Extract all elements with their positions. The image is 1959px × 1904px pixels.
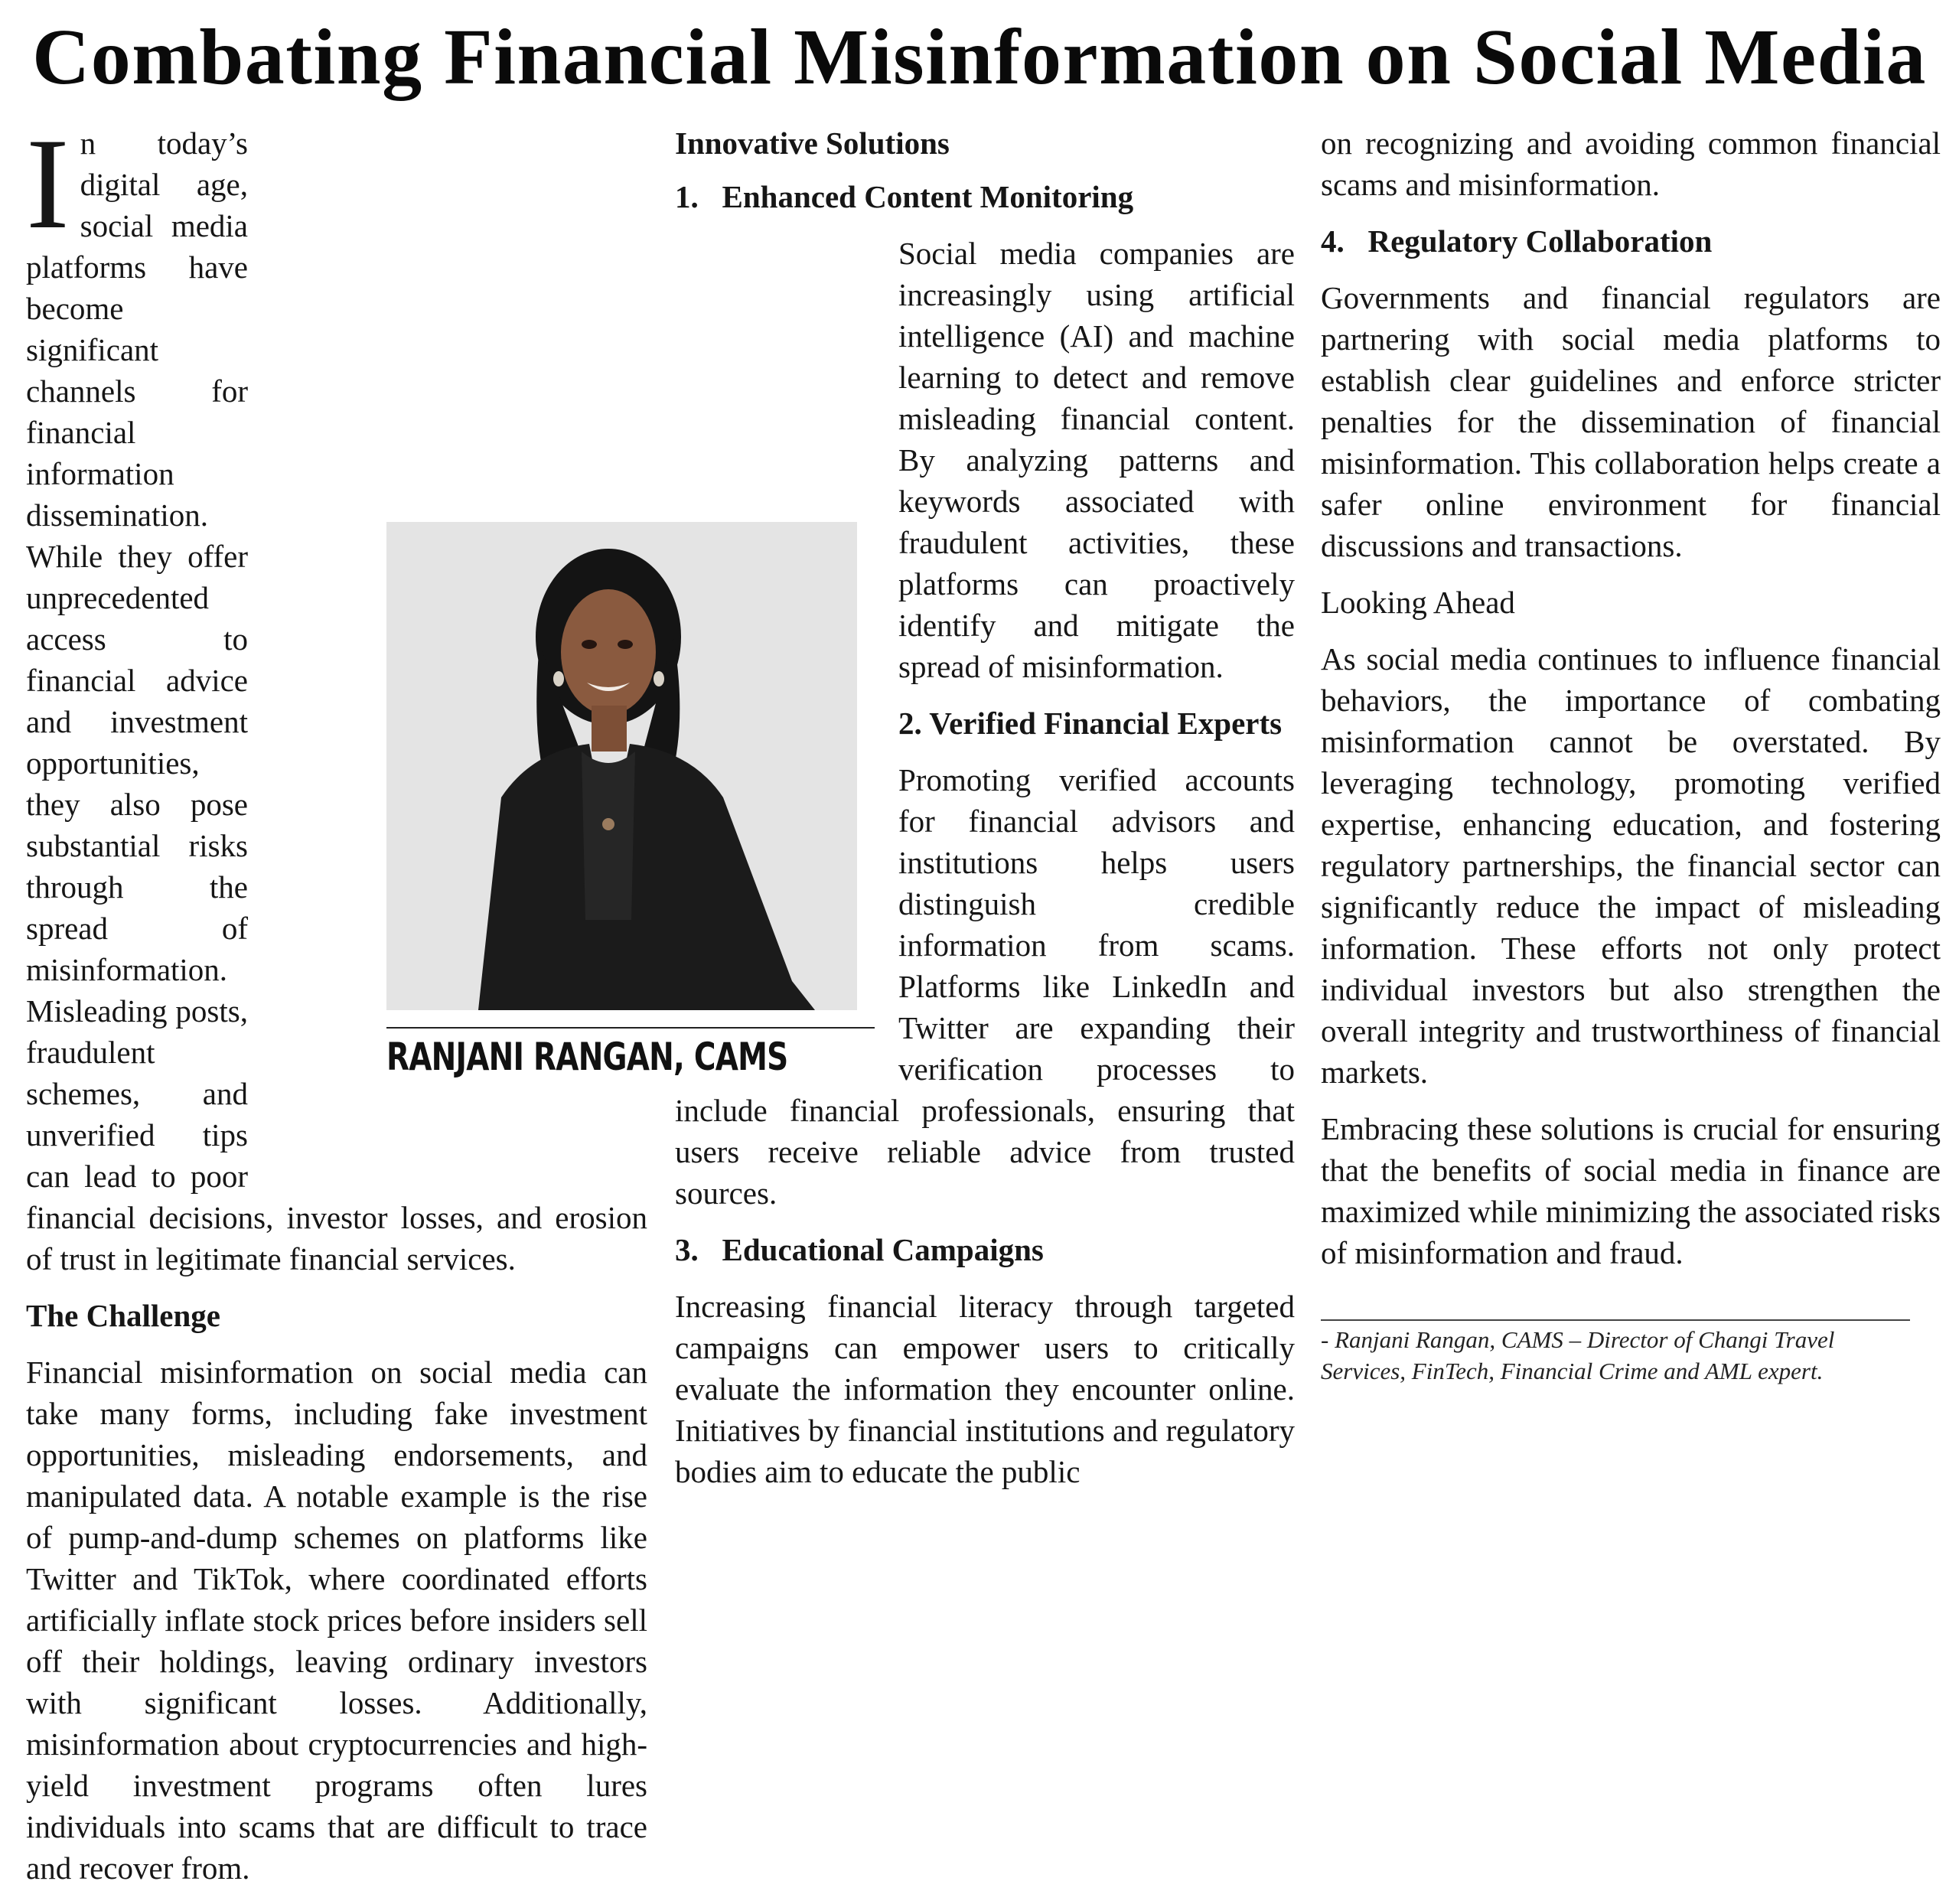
challenge-paragraph: Financial misinformation on social media can take many forms, including fake investment opportunities, misleading endorsements, and manipulated data. A notable example is the rise of pump-and-dump schemes on platforms like Twitter and TikTok, where coordinated efforts artificially inflate stock prices before insiders sell off their holdings, leaving ordinary investors with significant losses. Additionally, misinformation about cryptocurrencies and high-yield investment programs often lures individuals into scams that are difficult to trace and recover from. [26, 1355, 647, 1886]
drop-cap: I [26, 112, 70, 256]
solution-2-heading: 2. Verified Financial Experts [898, 706, 1283, 741]
solution-3-heading: 3. Educational Campaigns [675, 1232, 1044, 1267]
headline: Combating Financial Misinformation on Social Media [32, 13, 1927, 101]
solution-3-text: Increasing financial literacy through targeted campaigns can empower users to critically evaluate the information they encounter online. Initiatives by financial institutions and regulatory bodies aim to educate the public [675, 1289, 1295, 1489]
looking-ahead-heading: Looking Ahead [1321, 585, 1515, 620]
solution-1-heading: 1. Enhanced Content Monitoring [675, 179, 1134, 214]
signature-divider [1321, 1319, 1910, 1321]
intro-text: n today’s digital age, social media platforms have become significant channels for financial information dissemination. While they offer unprecedented access to financial advice and investment opportunities, they also pose substantial risks through the spread of misinformation. Misleading posts, fraudulent schemes, and unverified tips can lead to poor financial decisions, investor losses, and erosion of trust in legitimate financial services. [26, 126, 647, 1276]
closing-text: Embracing these solutions is crucial for ensuring that the benefits of social media in finance are maximized while minimizing the associated risks of misinformation and fraud. [1321, 1111, 1941, 1270]
solution-4-text: Governments and financial regulators are partnering with social media platforms to establish clear guidelines and enforce stricter penalties for the dissemination of financial misinformation. This collaboration helps create a safer online environment for financial discussions and transactions. [1321, 280, 1941, 563]
column-3 [1321, 122, 1941, 1289]
column-1 [26, 112, 647, 1904]
looking-ahead-text: As social media continues to influence financial behaviors, the importance of combating misinformation cannot be overstated. By leveraging technology, promoting verified expertise, enhancing education, and fostering regulatory partnerships, the financial sector can significantly reduce the impact of misleading information. These efforts not only protect individual investors but also strengthen the overall integrity and trustworthiness of financial markets. [1321, 641, 1941, 1090]
solution-2-text: Promoting verified accounts for financial advisors and institutions helps users distinguish credible information from scams. Platforms like LinkedIn and Twitter are expanding their verification processes to include financial professionals, ensuring that users receive reliable advice from trusted sources. [675, 762, 1295, 1211]
solution-1-text: Social media companies are increasingly using artificial intelligence (AI) and machine learning to detect and remove misleading financial content. By analyzing patterns and keywords associated with fraudulent activities, these platforms can proactively identify and mitigate the spread of misinformation. [898, 236, 1295, 684]
solution-4-heading: 4. Regulatory Collaboration [1321, 223, 1713, 259]
challenge-heading: The Challenge [26, 1298, 220, 1333]
photo-caption: RANJANI RANGAN, CAMS [386, 1035, 788, 1079]
portrait-image [386, 522, 857, 1010]
author-signature: - Ranjani Rangan, CAMS – Director of Changi Travel Services, FinTech, Financial Crime and AML expert. [1321, 1326, 1835, 1384]
solutions-heading: Innovative Solutions [675, 126, 950, 161]
caption-divider [386, 1027, 875, 1029]
solution-3-continued: on recognizing and avoiding common financial scams and misinformation. [1321, 126, 1941, 202]
author-photo [386, 522, 857, 1010]
